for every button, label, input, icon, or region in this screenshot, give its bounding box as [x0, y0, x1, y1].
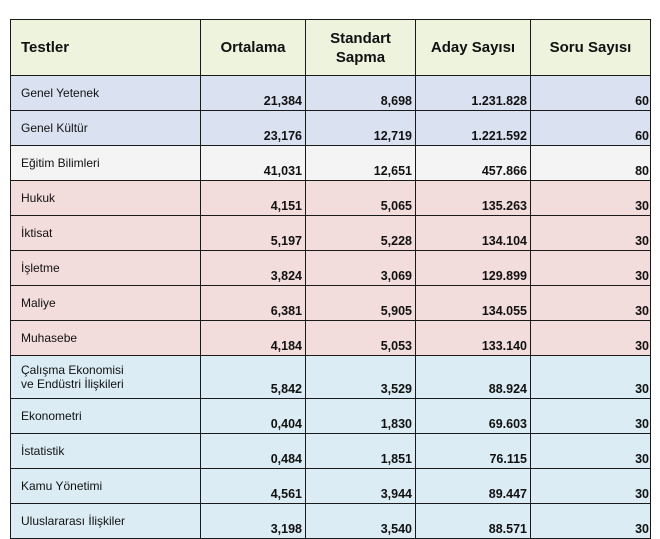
table-row: [11, 399, 651, 434]
cell-soru-sayisi: 80: [531, 146, 651, 181]
cell-test-name: Maliye: [11, 286, 201, 321]
table-row: [11, 76, 651, 111]
cell-aday-sayisi: 134.104: [416, 216, 531, 251]
cell-ortalama: 4,184: [201, 321, 306, 356]
cell-ortalama: 3,198: [201, 504, 306, 539]
cell-standart-sapma: 5,228: [306, 216, 416, 251]
cell-standart-sapma: 5,065: [306, 181, 416, 216]
table-row: [11, 216, 651, 251]
cell-aday-sayisi: 133.140: [416, 321, 531, 356]
header-aday-sayisi: Aday Sayısı: [416, 20, 531, 76]
cell-test-name: Çalışma Ekonomisi ve Endüstri İlişkileri: [11, 356, 201, 399]
cell-soru-sayisi: 30: [531, 251, 651, 286]
cell-soru-sayisi: 30: [531, 286, 651, 321]
cell-test-name: Genel Yetenek: [11, 76, 201, 111]
statistics-table: [10, 19, 651, 539]
cell-standart-sapma: 5,905: [306, 286, 416, 321]
cell-standart-sapma: 8,698: [306, 76, 416, 111]
cell-standart-sapma: 3,944: [306, 469, 416, 504]
table-row: [11, 111, 651, 146]
cell-test-name: Genel Kültür: [11, 111, 201, 146]
cell-test-name: İktisat: [11, 216, 201, 251]
cell-aday-sayisi: 88.571: [416, 504, 531, 539]
cell-standart-sapma: 1,830: [306, 399, 416, 434]
cell-aday-sayisi: 76.115: [416, 434, 531, 469]
table-row: [11, 504, 651, 539]
cell-aday-sayisi: 457.866: [416, 146, 531, 181]
cell-soru-sayisi: 30: [531, 399, 651, 434]
cell-soru-sayisi: 30: [531, 356, 651, 399]
cell-aday-sayisi: 69.603: [416, 399, 531, 434]
cell-standart-sapma: 3,529: [306, 356, 416, 399]
table-row: [11, 356, 651, 399]
cell-test-name: Muhasebe: [11, 321, 201, 356]
cell-test-name: Ekonometri: [11, 399, 201, 434]
cell-standart-sapma: 1,851: [306, 434, 416, 469]
cell-ortalama: 21,384: [201, 76, 306, 111]
table-row: [11, 434, 651, 469]
cell-soru-sayisi: 30: [531, 434, 651, 469]
cell-aday-sayisi: 1.231.828: [416, 76, 531, 111]
header-standart-sapma: Standart Sapma: [306, 20, 416, 76]
cell-standart-sapma: 3,540: [306, 504, 416, 539]
cell-soru-sayisi: 30: [531, 504, 651, 539]
cell-test-name: İşletme: [11, 251, 201, 286]
cell-standart-sapma: 12,719: [306, 111, 416, 146]
cell-standart-sapma: 3,069: [306, 251, 416, 286]
cell-aday-sayisi: 88.924: [416, 356, 531, 399]
cell-aday-sayisi: 89.447: [416, 469, 531, 504]
cell-ortalama: 0,404: [201, 399, 306, 434]
cell-ortalama: 4,151: [201, 181, 306, 216]
cell-soru-sayisi: 30: [531, 216, 651, 251]
cell-standart-sapma: 12,651: [306, 146, 416, 181]
cell-ortalama: 6,381: [201, 286, 306, 321]
cell-aday-sayisi: 1.221.592: [416, 111, 531, 146]
cell-ortalama: 0,484: [201, 434, 306, 469]
table-row: [11, 181, 651, 216]
cell-soru-sayisi: 60: [531, 76, 651, 111]
cell-standart-sapma: 5,053: [306, 321, 416, 356]
cell-ortalama: 41,031: [201, 146, 306, 181]
table-row: [11, 286, 651, 321]
table-row: [11, 251, 651, 286]
header-testler: Testler: [11, 20, 201, 76]
cell-test-name: İstatistik: [11, 434, 201, 469]
header-row: [11, 20, 651, 76]
cell-ortalama: 5,842: [201, 356, 306, 399]
cell-test-name: Hukuk: [11, 181, 201, 216]
cell-aday-sayisi: 134.055: [416, 286, 531, 321]
cell-soru-sayisi: 60: [531, 111, 651, 146]
table-row: [11, 469, 651, 504]
header-soru-sayisi: Soru Sayısı: [531, 20, 651, 76]
cell-test-name: Eğitim Bilimleri: [11, 146, 201, 181]
cell-soru-sayisi: 30: [531, 321, 651, 356]
header-ortalama: Ortalama: [201, 20, 306, 76]
cell-aday-sayisi: 135.263: [416, 181, 531, 216]
cell-test-name: Uluslararası İlişkiler: [11, 504, 201, 539]
cell-soru-sayisi: 30: [531, 469, 651, 504]
cell-ortalama: 3,824: [201, 251, 306, 286]
cell-soru-sayisi: 30: [531, 181, 651, 216]
cell-ortalama: 4,561: [201, 469, 306, 504]
cell-ortalama: 5,197: [201, 216, 306, 251]
table-row: [11, 321, 651, 356]
cell-aday-sayisi: 129.899: [416, 251, 531, 286]
cell-test-name: Kamu Yönetimi: [11, 469, 201, 504]
table-row: [11, 146, 651, 181]
cell-ortalama: 23,176: [201, 111, 306, 146]
